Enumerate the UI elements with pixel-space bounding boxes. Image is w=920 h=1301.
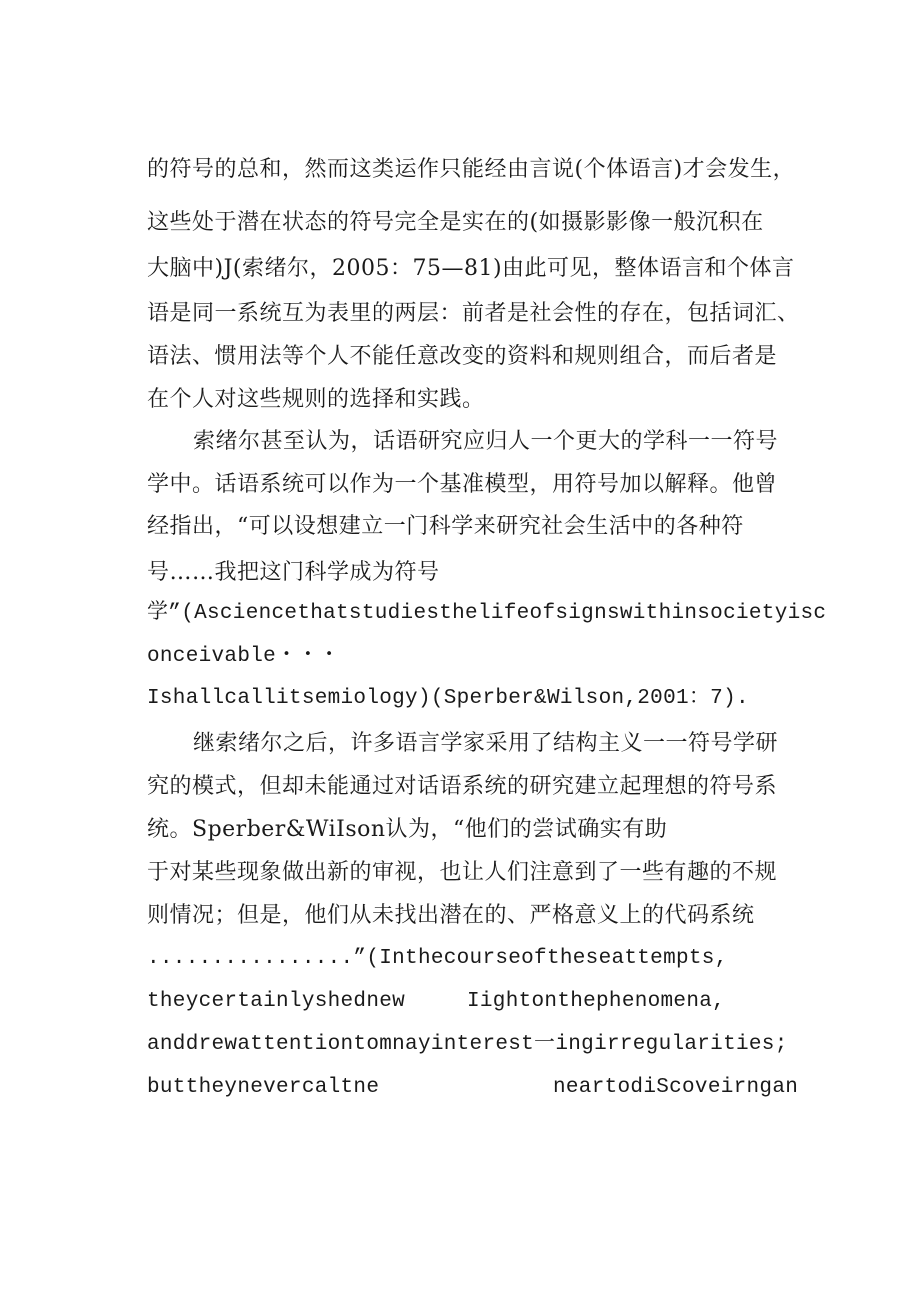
text-line: 的符号的总和，然而这类运作只能经由言说(个体语言)才会发生， <box>147 157 796 182</box>
text-line: 则情况；但是，他们从未找出潜在的、严格意义上的代码系统 <box>147 903 755 928</box>
paragraph-first-line: 索绪尔甚至认为，话语研究应归人一个更大的学科一一符号 <box>193 429 779 454</box>
text-line: 学中。话语系统可以作为一个基准模型，用符号加以解释。他曾 <box>147 472 778 497</box>
text-line: 这些处于潜在状态的符号完全是实在的(如摄影影像一般沉积在 <box>147 210 764 235</box>
text-line: onceivable・・・ <box>147 645 340 668</box>
text-line: 学”(Asciencethatstudiesthelifeofsignswithinsocietyisc <box>147 602 827 625</box>
text-line: ................”(Inthecourseoftheseattempts, <box>147 947 728 970</box>
text-line: 经指出，“可以设想建立一门科学来研究社会生活中的各种符 <box>147 514 744 539</box>
text-line: Ishallcallitsemiology)(Sperber&Wilson,2001：7). <box>147 687 749 710</box>
text-line: anddrewattentiontomnayinterest一ingirregularities; <box>147 1033 788 1056</box>
text-line: 语法、惯用法等个人不能任意改变的资料和规则组合，而后者是 <box>147 344 778 369</box>
paragraph-first-line: 继索绪尔之后，许多语言学家采用了结构主义一一符号学研 <box>193 731 779 756</box>
text-line: 在个人对这些规则的选择和实践。 <box>147 387 485 412</box>
text-line: 大脑中)J(索绪尔，2005：75—81)由此可见，整体语言和个体言 <box>147 256 795 281</box>
text-segment: neartodiScoveirngan <box>553 1076 799 1099</box>
text-line: 究的模式，但却未能通过对话语系统的研究建立起理想的符号系 <box>147 774 778 799</box>
text-line: 统。Sperber&WiIson认为，“他们的尝试确实有助 <box>147 817 668 842</box>
text-line: 号……我把这门科学成为符号 <box>147 560 440 585</box>
text-line: 语是同一系统互为表里的两层：前者是社会性的存在，包括词汇、 <box>147 301 800 326</box>
text-segment: buttheynevercaltne <box>147 1076 380 1099</box>
text-segment: Iightonthephenomena, <box>467 990 726 1013</box>
text-line-split <box>147 985 787 1019</box>
text-line: 于对某些现象做出新的审视，也让人们注意到了一些有趣的不规 <box>147 860 778 885</box>
text-segment: theycertainlyshednew <box>147 990 406 1013</box>
text-line-split <box>147 1071 797 1105</box>
